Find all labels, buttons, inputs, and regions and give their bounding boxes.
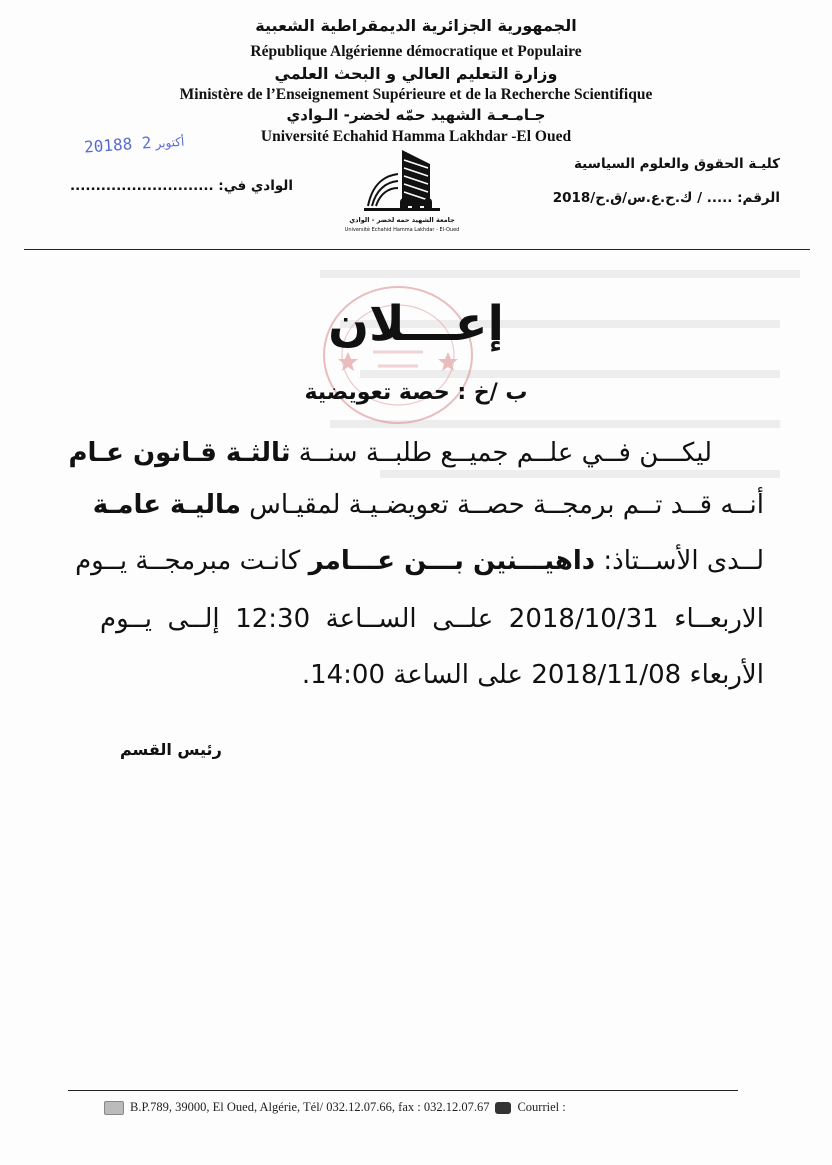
footer-email-label: Courriel :	[517, 1100, 566, 1114]
logo-french-caption: Université Echahid Hamma Lakhdar - El-Oued	[344, 227, 460, 233]
body-line-1	[68, 438, 712, 468]
announcement-subject: ب /خ : حصة تعويضية	[304, 380, 528, 405]
footer-divider	[68, 1090, 738, 1091]
republic-french: République Algérienne démocratique et Populaire	[250, 43, 582, 60]
university-logo-graphic	[338, 146, 466, 216]
body-line-4-text: الاربعــاء 2018/10/31 علــى الســاعة 12:30 إلــى يــوم	[100, 604, 764, 634]
body-line-5	[100, 660, 764, 690]
body-line-1-text: ليكـــن فــي علــم جميــع طلبــة سنــة	[290, 438, 712, 468]
body-line-2-bold: ماليـة عامـة	[92, 490, 241, 520]
ministry-arabic: وزارة التعليم العالي و البحث العلمي	[274, 64, 558, 83]
logo-arabic-caption: جامعة الشهيد حمه لخضر - الوادي	[349, 216, 455, 224]
footer-address: B.P.789, 39000, El Oued, Algérie, Tél/ 032.12.07.66, fax : 032.12.07.67	[130, 1100, 490, 1114]
body-line-3-tail: كانـت مبرمجــة يــوم	[75, 546, 309, 576]
body-line-1-bold: ثالثـة قـانون عـام	[68, 438, 291, 468]
stamp-year: 2018	[83, 134, 124, 157]
university-arabic: جـامـعـة الشهيد حمّه لخضر- الـوادي	[286, 106, 546, 124]
body-line-3-bold: داهيـــنين بـــن عـــامر	[308, 546, 596, 576]
republic-arabic: الجمهورية الجزائرية الديمقراطية الشعبية	[255, 16, 577, 35]
announcement-title: إعـــلان	[328, 296, 504, 352]
reference-number: الرقم: ..... / ك.ح.ع.س/ق.ح/2018	[552, 190, 780, 206]
body-line-3	[75, 546, 764, 576]
stamp-month: أكتوبر	[155, 134, 185, 151]
university-logo	[338, 146, 466, 238]
department-head-signature: رئيس القسم	[120, 740, 222, 759]
header-divider	[24, 249, 810, 250]
phone-icon	[495, 1102, 511, 1114]
envelope-icon	[104, 1101, 124, 1115]
stamp-day: 2 8	[121, 132, 153, 154]
footer	[104, 1100, 566, 1115]
body-line-3-text: لــدى الأســتاذ:	[595, 546, 764, 576]
body-line-4	[100, 604, 764, 634]
place-and-date: الوادي في: ............................	[70, 178, 293, 194]
ministry-french: Ministère de l’Enseignement Supérieure et de la Recherche Scientifique	[179, 86, 653, 103]
body-line-5-text: الأربعاء 2018/11/08 على الساعة 14:00.	[301, 660, 764, 690]
university-french: Université Echahid Hamma Lakhdar -El Oued	[260, 128, 572, 145]
body-line-2-text: أنــه قــد تــم برمجــة حصــة تعويضـيـة لمقيـاس	[240, 490, 764, 520]
faculty-name: كليـة الحقوق والعلوم السياسية	[573, 156, 780, 172]
body-line-2	[92, 490, 764, 520]
